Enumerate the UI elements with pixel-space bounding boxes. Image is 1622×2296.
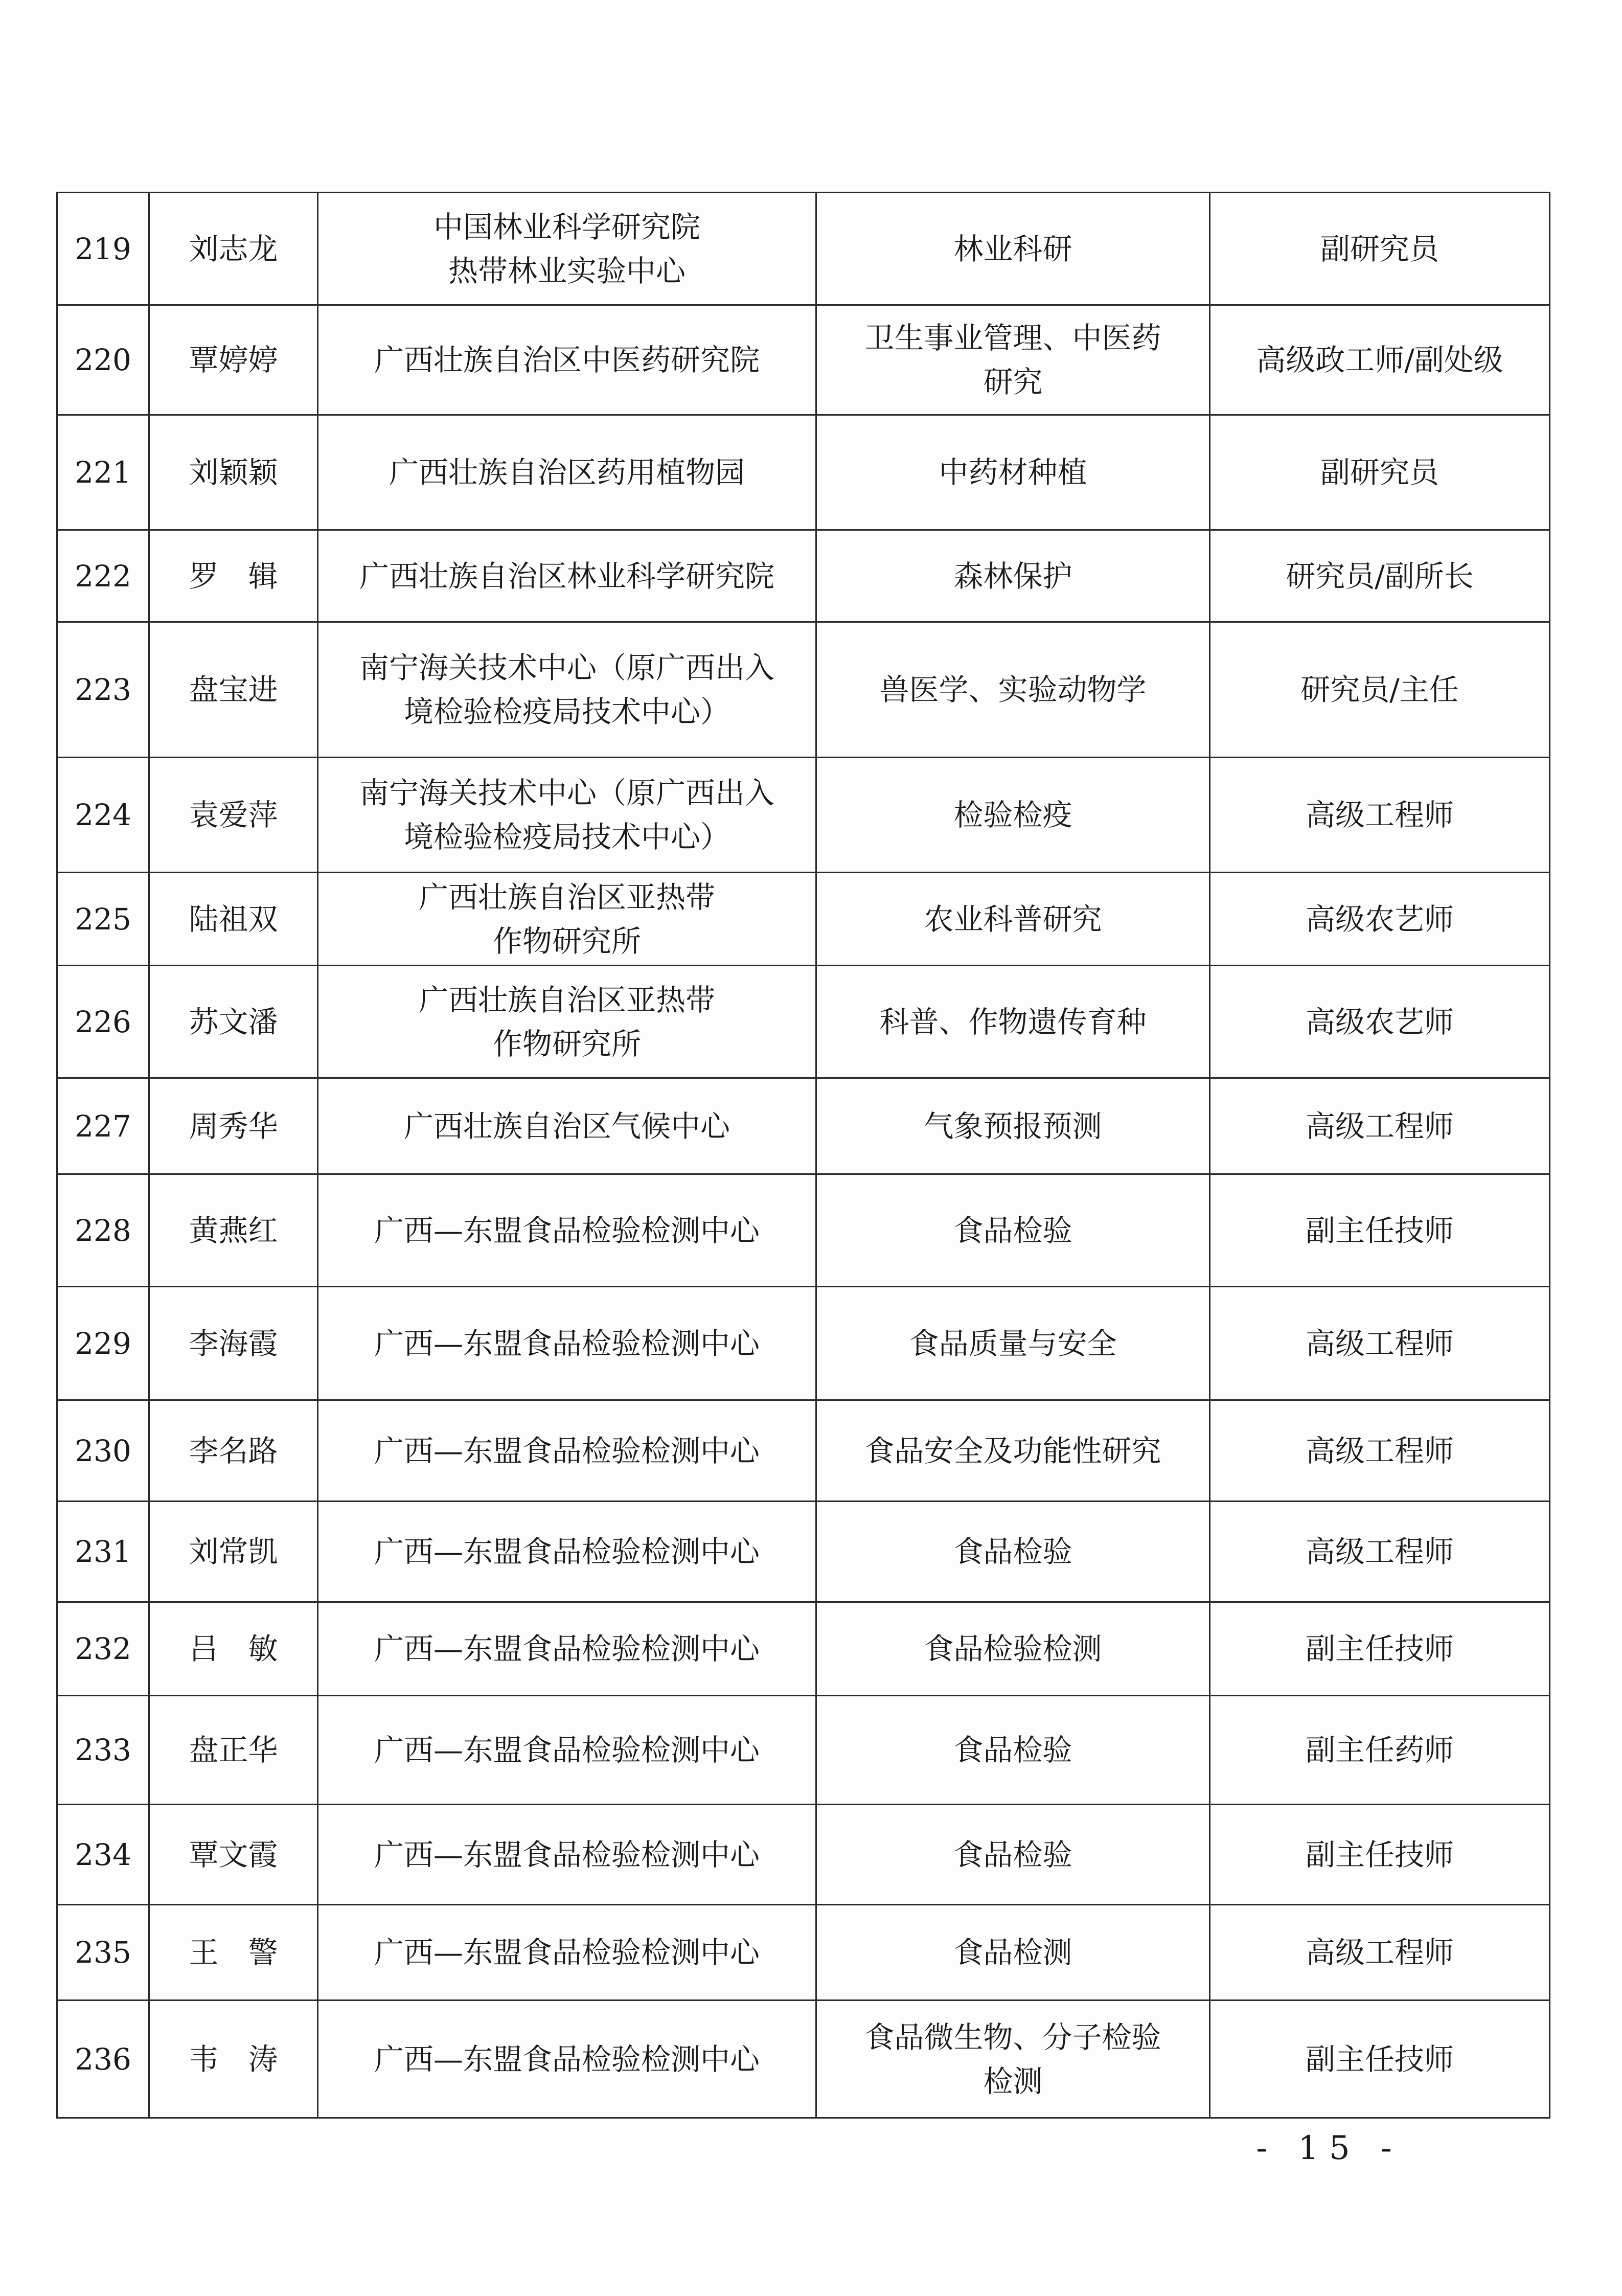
specialty-field-cell — [816, 622, 1210, 758]
specialty-field-line: 卫生事业管理、中医药 — [864, 321, 1161, 355]
specialty-field-cell — [816, 1287, 1210, 1400]
table-row — [57, 415, 1550, 530]
specialty-field-cell — [816, 193, 1210, 305]
specialty-field-line: 农业科普研究 — [924, 901, 1102, 937]
name-cell: 吕 敏 — [149, 1602, 318, 1696]
organization-line: 中国林业科学研究院 — [433, 209, 700, 244]
organization-cell — [318, 1174, 816, 1287]
organization-cell — [318, 1078, 816, 1174]
table-row — [57, 873, 1550, 966]
organization-cell — [318, 530, 816, 622]
specialty-field-cell — [816, 305, 1210, 415]
job-title-cell: 副主任技师 — [1210, 1805, 1550, 1905]
job-title-cell: 高级农艺师 — [1210, 873, 1550, 966]
serial-number-cell: 236 — [57, 2001, 149, 2118]
table-row — [57, 1905, 1550, 2001]
specialty-field-line: 林业科研 — [953, 231, 1072, 266]
job-title-cell: 高级工程师 — [1210, 1078, 1550, 1174]
specialty-field-line: 食品检验检测 — [924, 1631, 1102, 1666]
table-row — [57, 1696, 1550, 1805]
serial-number-cell: 228 — [57, 1174, 149, 1287]
specialty-field-cell — [816, 966, 1210, 1078]
table-row — [57, 1078, 1550, 1174]
table-row — [57, 305, 1550, 415]
organization-cell — [318, 305, 816, 415]
organization-line: 热带林业实验中心 — [448, 253, 686, 288]
organization-line: 作物研究所 — [492, 923, 641, 959]
name-cell: 袁爱萍 — [149, 758, 318, 873]
serial-number-cell: 233 — [57, 1696, 149, 1805]
name-cell: 覃文霞 — [149, 1805, 318, 1905]
job-title-cell: 高级工程师 — [1210, 1287, 1550, 1400]
name-cell: 李名路 — [149, 1400, 318, 1502]
specialty-field-cell — [816, 415, 1210, 530]
specialty-field-cell — [816, 873, 1210, 966]
specialty-field-line: 科普、作物遗传育种 — [879, 1004, 1147, 1039]
organization-cell — [318, 1805, 816, 1905]
organization-line: 广西—东盟食品检验检测中心 — [374, 1837, 760, 1872]
specialty-field-line: 食品检验 — [953, 1534, 1072, 1569]
name-cell: 李海霞 — [149, 1287, 318, 1400]
name-cell: 韦 涛 — [149, 2001, 318, 2118]
organization-cell — [318, 1400, 816, 1502]
serial-number-cell: 220 — [57, 305, 149, 415]
name-cell: 覃婷婷 — [149, 305, 318, 415]
specialty-field-line: 食品检测 — [953, 1935, 1072, 1970]
specialty-field-line: 食品微生物、分子检验 — [864, 2019, 1161, 2055]
table-row — [57, 1174, 1550, 1287]
table-row — [57, 758, 1550, 873]
table-row — [57, 1287, 1550, 1400]
specialty-field-line: 食品安全及功能性研究 — [864, 1433, 1161, 1468]
specialty-field-cell — [816, 1602, 1210, 1696]
name-cell: 苏文潘 — [149, 966, 318, 1078]
serial-number-cell: 225 — [57, 873, 149, 966]
serial-number-cell: 227 — [57, 1078, 149, 1174]
name-cell: 刘颖颖 — [149, 415, 318, 530]
organization-cell — [318, 1502, 816, 1602]
organization-cell — [318, 1696, 816, 1805]
personnel-table-body — [57, 193, 1550, 2118]
specialty-field-line: 食品质量与安全 — [909, 1326, 1117, 1361]
serial-number-cell: 223 — [57, 622, 149, 758]
organization-line: 广西壮族自治区药用植物园 — [389, 455, 745, 490]
specialty-field-line: 气象预报预测 — [924, 1108, 1102, 1144]
table-row — [57, 530, 1550, 622]
serial-number-cell: 234 — [57, 1805, 149, 1905]
organization-cell — [318, 1905, 816, 2001]
organization-cell — [318, 873, 816, 966]
organization-line: 广西壮族自治区中医药研究院 — [374, 343, 760, 377]
specialty-field-line: 森林保护 — [953, 558, 1072, 594]
serial-number-cell: 229 — [57, 1287, 149, 1400]
serial-number-cell: 219 — [57, 193, 149, 305]
job-title-cell: 高级农艺师 — [1210, 966, 1550, 1078]
organization-cell — [318, 758, 816, 873]
name-cell: 罗 辑 — [149, 530, 318, 622]
organization-line: 广西—东盟食品检验检测中心 — [374, 1935, 760, 1970]
organization-line: 境检验检疫局技术中心） — [403, 820, 730, 854]
organization-line: 广西壮族自治区气候中心 — [403, 1108, 730, 1144]
serial-number-cell: 230 — [57, 1400, 149, 1502]
specialty-field-cell — [816, 758, 1210, 873]
table-row — [57, 1805, 1550, 1905]
specialty-field-cell — [816, 1805, 1210, 1905]
job-title-cell: 副研究员 — [1210, 193, 1550, 305]
serial-number-cell: 224 — [57, 758, 149, 873]
specialty-field-line: 食品检验 — [953, 1213, 1072, 1248]
specialty-field-line: 兽医学、实验动物学 — [879, 672, 1147, 707]
name-cell: 周秀华 — [149, 1078, 318, 1174]
organization-cell — [318, 415, 816, 530]
specialty-field-cell — [816, 1174, 1210, 1287]
table-row — [57, 1400, 1550, 1502]
name-cell: 盘正华 — [149, 1696, 318, 1805]
job-title-cell: 高级工程师 — [1210, 1400, 1550, 1502]
organization-line: 广西—东盟食品检验检测中心 — [374, 1213, 760, 1248]
organization-line: 广西—东盟食品检验检测中心 — [374, 1534, 760, 1569]
job-title-cell: 副主任药师 — [1210, 1696, 1550, 1805]
organization-line: 广西壮族自治区亚热带 — [418, 982, 715, 1017]
serial-number-cell: 226 — [57, 966, 149, 1078]
table-row — [57, 193, 1550, 305]
organization-cell — [318, 2001, 816, 2118]
page-number: - 15 - — [1256, 2129, 1402, 2167]
specialty-field-cell — [816, 1400, 1210, 1502]
job-title-cell: 副主任技师 — [1210, 1602, 1550, 1696]
table-row — [57, 966, 1550, 1078]
specialty-field-cell — [816, 1078, 1210, 1174]
job-title-cell: 副研究员 — [1210, 415, 1550, 530]
organization-line: 广西—东盟食品检验检测中心 — [374, 1326, 760, 1361]
organization-cell — [318, 1287, 816, 1400]
specialty-field-cell — [816, 1502, 1210, 1602]
name-cell: 黄燕红 — [149, 1174, 318, 1287]
job-title-cell: 高级工程师 — [1210, 758, 1550, 873]
specialty-field-cell — [816, 530, 1210, 622]
specialty-field-line: 检验检疫 — [953, 798, 1072, 832]
job-title-cell: 高级工程师 — [1210, 1502, 1550, 1602]
organization-line: 境检验检疫局技术中心） — [403, 694, 730, 729]
serial-number-cell: 221 — [57, 415, 149, 530]
organization-line: 广西—东盟食品检验检测中心 — [374, 1433, 760, 1468]
serial-number-cell: 222 — [57, 530, 149, 622]
organization-line: 广西—东盟食品检验检测中心 — [374, 1631, 760, 1666]
personnel-table — [56, 192, 1550, 2119]
organization-line: 广西壮族自治区亚热带 — [418, 879, 715, 915]
serial-number-cell: 235 — [57, 1905, 149, 2001]
organization-line: 广西—东盟食品检验检测中心 — [374, 2041, 760, 2077]
name-cell: 陆祖双 — [149, 873, 318, 966]
organization-line: 南宁海关技术中心（原广西出入 — [359, 650, 774, 685]
table-row — [57, 1602, 1550, 1696]
specialty-field-line: 检测 — [983, 2063, 1043, 2099]
organization-cell — [318, 622, 816, 758]
table-row — [57, 622, 1550, 758]
specialty-field-line: 食品检验 — [953, 1837, 1072, 1872]
specialty-field-cell — [816, 1905, 1210, 2001]
organization-line: 南宁海关技术中心（原广西出入 — [359, 776, 774, 810]
organization-cell — [318, 193, 816, 305]
name-cell: 王 警 — [149, 1905, 318, 2001]
job-title-cell: 副主任技师 — [1210, 1174, 1550, 1287]
specialty-field-line: 中药材种植 — [939, 455, 1087, 490]
table-row — [57, 2001, 1550, 2118]
specialty-field-line: 食品检验 — [953, 1733, 1072, 1767]
table-row — [57, 1502, 1550, 1602]
job-title-cell: 研究员/主任 — [1210, 622, 1550, 758]
organization-cell — [318, 1602, 816, 1696]
job-title-cell: 高级工程师 — [1210, 1905, 1550, 2001]
name-cell: 盘宝进 — [149, 622, 318, 758]
organization-cell — [318, 966, 816, 1078]
specialty-field-line: 研究 — [983, 365, 1043, 399]
serial-number-cell: 231 — [57, 1502, 149, 1602]
specialty-field-cell — [816, 1696, 1210, 1805]
job-title-cell: 研究员/副所长 — [1210, 530, 1550, 622]
job-title-cell: 副主任技师 — [1210, 2001, 1550, 2118]
organization-line: 广西—东盟食品检验检测中心 — [374, 1733, 760, 1767]
name-cell: 刘志龙 — [149, 193, 318, 305]
job-title-cell: 高级政工师/副处级 — [1210, 305, 1550, 415]
name-cell: 刘常凯 — [149, 1502, 318, 1602]
serial-number-cell: 232 — [57, 1602, 149, 1696]
organization-line: 广西壮族自治区林业科学研究院 — [359, 558, 774, 594]
specialty-field-cell — [816, 2001, 1210, 2118]
organization-line: 作物研究所 — [492, 1026, 641, 1061]
